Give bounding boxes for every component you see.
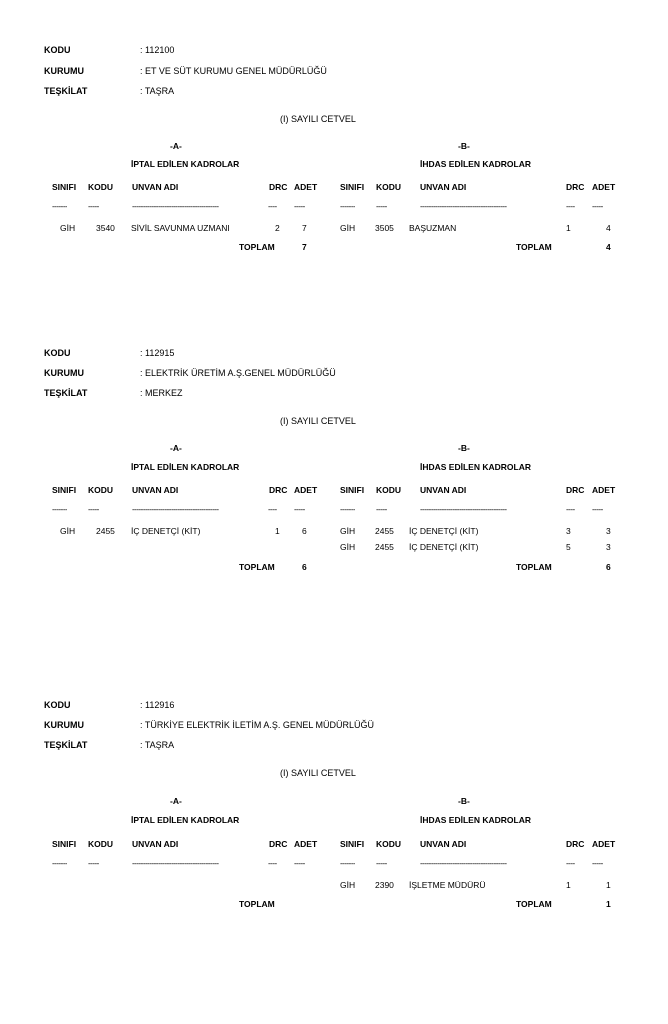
rule: ---------------------------------------- [132,506,219,514]
rule: ------- [52,203,68,211]
cell-drc: 5 [566,542,571,552]
cell-unvan: İÇ DENETÇİ (KİT) [409,542,479,552]
rule: ---- [268,203,277,211]
cell-adet: 3 [606,542,611,552]
col-kodu-b: KODU [376,485,402,495]
col-drc-a: DRC [269,839,288,849]
col-drc-a: DRC [269,182,288,192]
col-sinifi-a: SINIFI [52,485,77,495]
a-letter: -A- [170,443,182,453]
teskilat-label: TEŞKİLAT [44,86,88,96]
cell-drc: 1 [275,526,280,536]
rule: ------- [340,506,356,514]
rule: ----- [592,860,603,868]
iptal-heading: İPTAL EDİLEN KADROLAR [131,462,240,472]
rule: ------- [52,506,68,514]
cell-unvan: İŞLETME MÜDÜRÜ [409,880,486,890]
col-drc-b: DRC [566,182,585,192]
toplam-b-value: 4 [606,242,611,252]
cell-kodu: 2455 [375,542,394,552]
kodu-value: : 112100 [140,45,175,55]
cell-sinifi: GİH [340,526,356,536]
rule: ----- [88,506,99,514]
rule: ---- [566,860,575,868]
cell-kodu: 2390 [375,880,394,890]
col-unvan-a: UNVAN ADI [132,839,179,849]
kodu-value: : 112915 [140,348,175,358]
rule: ----- [376,203,387,211]
col-adet-b: ADET [592,182,616,192]
cell-unvan: İÇ DENETÇİ (KİT) [409,526,479,536]
rule: ---- [566,203,575,211]
col-unvan-a: UNVAN ADI [132,182,179,192]
cell-adet: 7 [302,223,307,233]
col-drc-b: DRC [566,839,585,849]
toplam-a-label: TOPLAM [239,562,275,572]
rule: ----- [376,860,387,868]
kurumu-label: KURUMU [44,66,84,76]
rule: ---------------------------------------- [132,203,219,211]
col-drc-b: DRC [566,485,585,495]
cell-adet: 1 [606,880,611,890]
rule: ------- [340,203,356,211]
rule: ----- [294,506,305,514]
col-unvan-b: UNVAN ADI [420,485,467,495]
teskilat-label: TEŞKİLAT [44,740,88,750]
toplam-a-value: 6 [302,562,307,572]
rule: ----- [294,860,305,868]
rule: ----- [88,203,99,211]
toplam-a-value: 7 [302,242,307,252]
kodu-value: : 112916 [140,700,175,710]
cell-drc: 3 [566,526,571,536]
col-adet-b: ADET [592,485,616,495]
rule: ---------------------------------------- [132,860,219,868]
a-letter: -A- [170,796,182,806]
col-kodu-a: KODU [88,182,114,192]
rule: ---- [566,506,575,514]
cell-sinifi: GİH [60,223,76,233]
col-sinifi-a: SINIFI [52,182,77,192]
cell-kodu: 2455 [375,526,394,536]
toplam-b-label: TOPLAM [516,562,552,572]
kurumu-label: KURUMU [44,368,84,378]
col-adet-b: ADET [592,839,616,849]
col-unvan-b: UNVAN ADI [420,839,467,849]
col-unvan-b: UNVAN ADI [420,182,467,192]
rule: ---- [268,860,277,868]
col-drc-a: DRC [269,485,288,495]
rule: ----- [376,506,387,514]
cell-kodu: 2455 [96,526,115,536]
kodu-label: KODU [44,45,71,55]
kodu-label: KODU [44,700,71,710]
cell-unvan: SİVİL SAVUNMA UZMANI [131,223,230,233]
col-kodu-a: KODU [88,839,114,849]
col-adet-a: ADET [294,839,318,849]
rule: ------- [340,860,356,868]
cell-adet: 4 [606,223,611,233]
cell-adet: 3 [606,526,611,536]
kurumu-value: : ET VE SÜT KURUMU GENEL MÜDÜRLÜĞÜ [140,66,327,76]
a-letter: -A- [170,141,182,151]
iptal-heading: İPTAL EDİLEN KADROLAR [131,159,240,169]
rule: ---------------------------------------- [420,860,507,868]
kodu-label: KODU [44,348,71,358]
cell-drc: 1 [566,223,571,233]
cetvel-title: (I) SAYILI CETVEL [280,416,356,426]
col-unvan-a: UNVAN ADI [132,485,179,495]
cell-drc: 1 [566,880,571,890]
kurumu-value: : ELEKTRİK ÜRETİM A.Ş.GENEL MÜDÜRLÜĞÜ [140,368,336,378]
cell-kodu: 3505 [375,223,394,233]
rule: ---------------------------------------- [420,506,507,514]
cetvel-title: (I) SAYILI CETVEL [280,114,356,124]
cell-unvan: İÇ DENETÇİ (KİT) [131,526,201,536]
rule: ----- [88,860,99,868]
cell-adet: 6 [302,526,307,536]
col-adet-a: ADET [294,485,318,495]
cell-sinifi: GİH [60,526,76,536]
col-sinifi-b: SINIFI [340,182,365,192]
rule: ------- [52,860,68,868]
col-kodu-b: KODU [376,182,402,192]
toplam-b-label: TOPLAM [516,242,552,252]
cell-sinifi: GİH [340,880,356,890]
col-kodu-a: KODU [88,485,114,495]
kurumu-label: KURUMU [44,720,84,730]
cetvel-title: (I) SAYILI CETVEL [280,768,356,778]
col-sinifi-b: SINIFI [340,485,365,495]
toplam-a-label: TOPLAM [239,242,275,252]
rule: ----- [592,203,603,211]
rule: ----- [294,203,305,211]
toplam-b-label: TOPLAM [516,899,552,909]
col-sinifi-a: SINIFI [52,839,77,849]
cell-kodu: 3540 [96,223,115,233]
teskilat-value: : TAŞRA [140,740,175,750]
col-kodu-b: KODU [376,839,402,849]
kurumu-value: : TÜRKİYE ELEKTRİK İLETİM A.Ş. GENEL MÜDÜRLÜĞÜ [140,720,375,730]
teskilat-label: TEŞKİLAT [44,388,88,398]
toplam-b-value: 6 [606,562,611,572]
ihdas-heading: İHDAS EDİLEN KADROLAR [420,462,531,472]
col-adet-a: ADET [294,182,318,192]
teskilat-value: : TAŞRA [140,86,175,96]
rule: ---------------------------------------- [420,203,507,211]
cell-sinifi: GİH [340,542,356,552]
ihdas-heading: İHDAS EDİLEN KADROLAR [420,815,531,825]
toplam-b-value: 1 [606,899,611,909]
cell-unvan: BAŞUZMAN [409,223,457,233]
b-letter: -B- [458,796,470,806]
b-letter: -B- [458,141,470,151]
teskilat-value: : MERKEZ [140,388,183,398]
col-sinifi-b: SINIFI [340,839,365,849]
toplam-a-label: TOPLAM [239,899,275,909]
b-letter: -B- [458,443,470,453]
ihdas-heading: İHDAS EDİLEN KADROLAR [420,159,531,169]
rule: ----- [592,506,603,514]
cell-drc: 2 [275,223,280,233]
rule: ---- [268,506,277,514]
cell-sinifi: GİH [340,223,356,233]
iptal-heading: İPTAL EDİLEN KADROLAR [131,815,240,825]
